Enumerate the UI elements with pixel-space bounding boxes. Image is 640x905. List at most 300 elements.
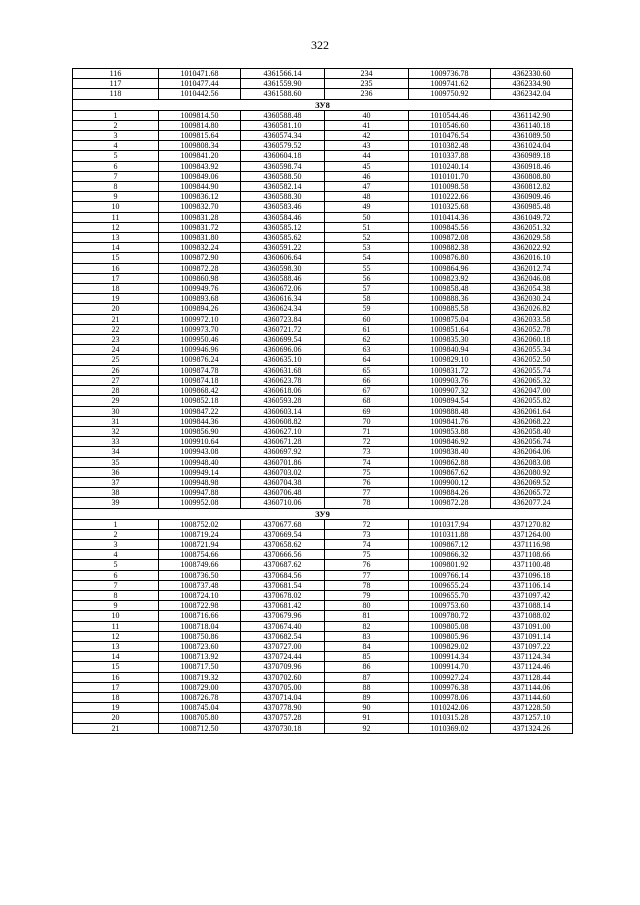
x-coordinate-cell: 1008718.04 (159, 621, 241, 631)
x-coordinate-cell: 1008752.02 (159, 519, 241, 529)
point-number-cell: 19 (73, 294, 159, 304)
x-coordinate-cell: 1009874.18 (159, 375, 241, 385)
table-row (73, 89, 573, 99)
table-row (73, 396, 573, 406)
point-number-cell: 116 (73, 69, 159, 79)
x-coordinate-cell: 1010546.60 (409, 120, 491, 130)
y-coordinate-cell: 4360918.46 (491, 161, 573, 171)
table-row (73, 345, 573, 355)
point-number-cell: 16 (73, 672, 159, 682)
table-row (73, 141, 573, 151)
x-coordinate-cell: 1009836.12 (159, 192, 241, 202)
point-number-cell: 12 (73, 631, 159, 641)
point-number-cell: 1 (73, 519, 159, 529)
x-coordinate-cell: 1010369.02 (409, 723, 491, 733)
y-coordinate-cell: 4361140.18 (491, 120, 573, 130)
y-coordinate-cell: 4362061.64 (491, 406, 573, 416)
x-coordinate-cell: 1008719.32 (159, 672, 241, 682)
point-number-cell: 3 (73, 539, 159, 549)
x-coordinate-cell: 1009815.64 (159, 131, 241, 141)
x-coordinate-cell: 1008749.66 (159, 560, 241, 570)
y-coordinate-cell: 4360703.02 (241, 467, 325, 477)
point-number-cell: 5 (73, 560, 159, 570)
table-row (73, 426, 573, 436)
x-coordinate-cell: 1009867.12 (409, 539, 491, 549)
x-coordinate-cell: 1009866.32 (409, 550, 491, 560)
point-number-cell: 43 (325, 141, 409, 151)
y-coordinate-cell: 4362342.04 (491, 89, 573, 99)
y-coordinate-cell: 4360582.14 (241, 182, 325, 192)
y-coordinate-cell: 4371128.44 (491, 672, 573, 682)
x-coordinate-cell: 1008729.00 (159, 682, 241, 692)
y-coordinate-cell: 4362051.32 (491, 222, 573, 232)
y-coordinate-cell: 4370702.60 (241, 672, 325, 682)
y-coordinate-cell: 4370705.00 (241, 682, 325, 692)
x-coordinate-cell: 1010222.66 (409, 192, 491, 202)
y-coordinate-cell: 4360706.48 (241, 488, 325, 498)
table-row (73, 386, 573, 396)
x-coordinate-cell: 1009894.26 (159, 304, 241, 314)
y-coordinate-cell: 4360579.52 (241, 141, 325, 151)
y-coordinate-cell: 4360604.18 (241, 151, 325, 161)
y-coordinate-cell: 4360588.48 (241, 110, 325, 120)
x-coordinate-cell: 1009766.14 (409, 570, 491, 580)
page-number: 322 (311, 38, 329, 52)
point-number-cell: 88 (325, 682, 409, 692)
y-coordinate-cell: 4362080.92 (491, 467, 573, 477)
x-coordinate-cell: 1010442.56 (159, 89, 241, 99)
y-coordinate-cell: 4370778.90 (241, 703, 325, 713)
x-coordinate-cell: 1009872.08 (409, 233, 491, 243)
x-coordinate-cell: 1009950.46 (159, 335, 241, 345)
y-coordinate-cell: 4360699.54 (241, 335, 325, 345)
y-coordinate-cell: 4360616.34 (241, 294, 325, 304)
x-coordinate-cell: 1009948.98 (159, 477, 241, 487)
y-coordinate-cell: 4362064.06 (491, 447, 573, 457)
y-coordinate-cell: 4361089.50 (491, 131, 573, 141)
point-number-cell: 27 (73, 375, 159, 385)
x-coordinate-cell: 1010315.28 (409, 713, 491, 723)
y-coordinate-cell: 4360585.12 (241, 222, 325, 232)
x-coordinate-cell: 1009856.90 (159, 426, 241, 436)
point-number-cell: 86 (325, 662, 409, 672)
x-coordinate-cell: 1008722.98 (159, 601, 241, 611)
point-number-cell: 117 (73, 79, 159, 89)
y-coordinate-cell: 4360697.92 (241, 447, 325, 457)
point-number-cell: 78 (325, 498, 409, 508)
y-coordinate-cell: 4360581.10 (241, 120, 325, 130)
x-coordinate-cell: 1009741.62 (409, 79, 491, 89)
table-row (73, 550, 573, 560)
x-coordinate-cell: 1010471.68 (159, 69, 241, 79)
x-coordinate-cell: 1009948.40 (159, 457, 241, 467)
point-number-cell: 14 (73, 243, 159, 253)
point-number-cell: 118 (73, 89, 159, 99)
y-coordinate-cell: 4360723.84 (241, 314, 325, 324)
table-row (73, 192, 573, 202)
point-number-cell: 65 (325, 365, 409, 375)
point-number-cell: 76 (325, 477, 409, 487)
y-coordinate-cell: 4371088.14 (491, 601, 573, 611)
point-number-cell: 62 (325, 335, 409, 345)
x-coordinate-cell: 1009845.56 (409, 222, 491, 232)
x-coordinate-cell: 1009814.50 (159, 110, 241, 120)
point-number-cell: 235 (325, 79, 409, 89)
y-coordinate-cell: 4362052.78 (491, 324, 573, 334)
y-coordinate-cell: 4362055.82 (491, 396, 573, 406)
x-coordinate-cell: 1009808.34 (159, 141, 241, 151)
point-number-cell: 52 (325, 233, 409, 243)
y-coordinate-cell: 4370709.96 (241, 662, 325, 672)
y-coordinate-cell: 4360593.28 (241, 396, 325, 406)
y-coordinate-cell: 4371144.06 (491, 682, 573, 692)
table-row (73, 79, 573, 89)
section-title: ЗУ8 (73, 99, 573, 110)
y-coordinate-cell: 4362065.32 (491, 375, 573, 385)
x-coordinate-cell: 1009858.48 (409, 284, 491, 294)
y-coordinate-cell: 4362060.18 (491, 335, 573, 345)
table-row (73, 243, 573, 253)
x-coordinate-cell: 1009835.30 (409, 335, 491, 345)
x-coordinate-cell: 1008754.66 (159, 550, 241, 560)
x-coordinate-cell: 1010317.94 (409, 519, 491, 529)
x-coordinate-cell: 1010414.36 (409, 212, 491, 222)
y-coordinate-cell: 4371270.82 (491, 519, 573, 529)
y-coordinate-cell: 4371144.60 (491, 692, 573, 702)
y-coordinate-cell: 4371106.14 (491, 580, 573, 590)
point-number-cell: 64 (325, 355, 409, 365)
point-number-cell: 74 (325, 457, 409, 467)
x-coordinate-cell: 1009831.72 (159, 222, 241, 232)
y-coordinate-cell: 4361588.60 (241, 89, 325, 99)
table-row (73, 202, 573, 212)
table-row (73, 692, 573, 702)
point-number-cell: 19 (73, 703, 159, 713)
point-number-cell: 75 (325, 550, 409, 560)
point-number-cell: 6 (73, 570, 159, 580)
point-number-cell: 72 (325, 519, 409, 529)
table-row (73, 375, 573, 385)
x-coordinate-cell: 1009914.70 (409, 662, 491, 672)
point-number-cell: 74 (325, 539, 409, 549)
table-row (73, 498, 573, 508)
y-coordinate-cell: 4360721.72 (241, 324, 325, 334)
x-coordinate-cell: 1009864.96 (409, 263, 491, 273)
table-row (73, 601, 573, 611)
point-number-cell: 10 (73, 202, 159, 212)
point-number-cell: 17 (73, 682, 159, 692)
point-number-cell: 32 (73, 426, 159, 436)
y-coordinate-cell: 4362016.10 (491, 253, 573, 263)
x-coordinate-cell: 1009867.62 (409, 467, 491, 477)
y-coordinate-cell: 4370757.28 (241, 713, 325, 723)
table-row (73, 406, 573, 416)
y-coordinate-cell: 4360588.50 (241, 171, 325, 181)
x-coordinate-cell: 1009831.80 (159, 233, 241, 243)
point-number-cell: 73 (325, 447, 409, 457)
table-row (73, 703, 573, 713)
point-number-cell: 33 (73, 437, 159, 447)
point-number-cell: 16 (73, 263, 159, 273)
point-number-cell: 63 (325, 345, 409, 355)
x-coordinate-cell: 1010240.14 (409, 161, 491, 171)
coordinates-table-body (73, 69, 573, 734)
table-row (73, 273, 573, 283)
point-number-cell: 14 (73, 652, 159, 662)
x-coordinate-cell: 1009907.32 (409, 386, 491, 396)
y-coordinate-cell: 4371100.48 (491, 560, 573, 570)
table-row (73, 437, 573, 447)
point-number-cell: 7 (73, 171, 159, 181)
x-coordinate-cell: 1009832.70 (159, 202, 241, 212)
x-coordinate-cell: 1009823.92 (409, 273, 491, 283)
y-coordinate-cell: 4371108.66 (491, 550, 573, 560)
y-coordinate-cell: 4371116.98 (491, 539, 573, 549)
y-coordinate-cell: 4362054.38 (491, 284, 573, 294)
y-coordinate-cell: 4362077.24 (491, 498, 573, 508)
y-coordinate-cell: 4360808.80 (491, 171, 573, 181)
y-coordinate-cell: 4360606.64 (241, 253, 325, 263)
x-coordinate-cell: 1008724.10 (159, 590, 241, 600)
point-number-cell: 70 (325, 416, 409, 426)
point-number-cell: 15 (73, 253, 159, 263)
table-row (73, 69, 573, 79)
point-number-cell: 234 (325, 69, 409, 79)
y-coordinate-cell: 4360909.46 (491, 192, 573, 202)
point-number-cell: 21 (73, 314, 159, 324)
point-number-cell: 20 (73, 713, 159, 723)
point-number-cell: 7 (73, 580, 159, 590)
point-number-cell: 85 (325, 652, 409, 662)
x-coordinate-cell: 1009875.04 (409, 314, 491, 324)
x-coordinate-cell: 1009862.88 (409, 457, 491, 467)
point-number-cell: 68 (325, 396, 409, 406)
y-coordinate-cell: 4370658.62 (241, 539, 325, 549)
x-coordinate-cell: 1009736.78 (409, 69, 491, 79)
point-number-cell: 12 (73, 222, 159, 232)
table-row (73, 672, 573, 682)
point-number-cell: 77 (325, 488, 409, 498)
x-coordinate-cell: 1009872.28 (159, 263, 241, 273)
y-coordinate-cell: 4360608.82 (241, 416, 325, 426)
x-coordinate-cell: 1009978.06 (409, 692, 491, 702)
x-coordinate-cell: 1009860.98 (159, 273, 241, 283)
table-row (73, 253, 573, 263)
point-number-cell: 34 (73, 447, 159, 457)
y-coordinate-cell: 4362046.08 (491, 273, 573, 283)
point-number-cell: 84 (325, 641, 409, 651)
y-coordinate-cell: 4360704.38 (241, 477, 325, 487)
point-number-cell: 40 (325, 110, 409, 120)
y-coordinate-cell: 4371257.10 (491, 713, 573, 723)
y-coordinate-cell: 4370684.56 (241, 570, 325, 580)
table-row (73, 488, 573, 498)
y-coordinate-cell: 4362068.22 (491, 416, 573, 426)
y-coordinate-cell: 4371097.42 (491, 590, 573, 600)
x-coordinate-cell: 1009888.36 (409, 294, 491, 304)
y-coordinate-cell: 4362026.82 (491, 304, 573, 314)
table-row (73, 580, 573, 590)
x-coordinate-cell: 1009852.18 (159, 396, 241, 406)
y-coordinate-cell: 4360812.82 (491, 182, 573, 192)
table-row (73, 212, 573, 222)
point-number-cell: 18 (73, 284, 159, 294)
y-coordinate-cell: 4362022.92 (491, 243, 573, 253)
point-number-cell: 29 (73, 396, 159, 406)
point-number-cell: 8 (73, 590, 159, 600)
point-number-cell: 54 (325, 253, 409, 263)
x-coordinate-cell: 1009888.48 (409, 406, 491, 416)
x-coordinate-cell: 1008716.66 (159, 611, 241, 621)
y-coordinate-cell: 4361024.04 (491, 141, 573, 151)
point-number-cell: 46 (325, 171, 409, 181)
y-coordinate-cell: 4370681.54 (241, 580, 325, 590)
point-number-cell: 11 (73, 621, 159, 631)
x-coordinate-cell: 1009976.38 (409, 682, 491, 692)
point-number-cell: 24 (73, 345, 159, 355)
x-coordinate-cell: 1009900.12 (409, 477, 491, 487)
y-coordinate-cell: 4362083.08 (491, 457, 573, 467)
x-coordinate-cell: 1008737.48 (159, 580, 241, 590)
point-number-cell: 55 (325, 263, 409, 273)
table-row (73, 519, 573, 529)
y-coordinate-cell: 4360696.06 (241, 345, 325, 355)
point-number-cell: 10 (73, 611, 159, 621)
x-coordinate-cell: 1009914.34 (409, 652, 491, 662)
point-number-cell: 41 (325, 120, 409, 130)
point-number-cell: 2 (73, 120, 159, 130)
y-coordinate-cell: 4370727.00 (241, 641, 325, 651)
point-number-cell: 61 (325, 324, 409, 334)
point-number-cell: 1 (73, 110, 159, 120)
point-number-cell: 39 (73, 498, 159, 508)
x-coordinate-cell: 1009973.70 (159, 324, 241, 334)
point-number-cell: 37 (73, 477, 159, 487)
point-number-cell: 80 (325, 601, 409, 611)
point-number-cell: 36 (73, 467, 159, 477)
table-row (73, 355, 573, 365)
table-row (73, 222, 573, 232)
point-number-cell: 89 (325, 692, 409, 702)
x-coordinate-cell: 1008723.60 (159, 641, 241, 651)
x-coordinate-cell: 1009846.92 (409, 437, 491, 447)
table-row (73, 682, 573, 692)
coordinates-table (72, 68, 573, 734)
y-coordinate-cell: 4362033.58 (491, 314, 573, 324)
x-coordinate-cell: 1008736.50 (159, 570, 241, 580)
y-coordinate-cell: 4360588.30 (241, 192, 325, 202)
point-number-cell: 82 (325, 621, 409, 631)
y-coordinate-cell: 4370677.68 (241, 519, 325, 529)
y-coordinate-cell: 4362030.24 (491, 294, 573, 304)
y-coordinate-cell: 4360618.06 (241, 386, 325, 396)
x-coordinate-cell: 1009750.92 (409, 89, 491, 99)
point-number-cell: 236 (325, 89, 409, 99)
x-coordinate-cell: 1008721.94 (159, 539, 241, 549)
x-coordinate-cell: 1009946.96 (159, 345, 241, 355)
table-row (73, 161, 573, 171)
y-coordinate-cell: 4371124.46 (491, 662, 573, 672)
x-coordinate-cell: 1009832.24 (159, 243, 241, 253)
x-coordinate-cell: 1009843.92 (159, 161, 241, 171)
y-coordinate-cell: 4361566.14 (241, 69, 325, 79)
x-coordinate-cell: 1009972.10 (159, 314, 241, 324)
y-coordinate-cell: 4370687.62 (241, 560, 325, 570)
section-header-row (73, 508, 573, 519)
y-coordinate-cell: 4370714.04 (241, 692, 325, 702)
point-number-cell: 67 (325, 386, 409, 396)
x-coordinate-cell: 1010242.06 (409, 703, 491, 713)
y-coordinate-cell: 4362334.90 (491, 79, 573, 89)
y-coordinate-cell: 4361142.90 (491, 110, 573, 120)
point-number-cell: 56 (325, 273, 409, 283)
y-coordinate-cell: 4370730.18 (241, 723, 325, 733)
y-coordinate-cell: 4361559.90 (241, 79, 325, 89)
table-row (73, 477, 573, 487)
point-number-cell: 5 (73, 151, 159, 161)
x-coordinate-cell: 1009872.90 (159, 253, 241, 263)
point-number-cell: 28 (73, 386, 159, 396)
x-coordinate-cell: 1009805.96 (409, 631, 491, 641)
y-coordinate-cell: 4362052.50 (491, 355, 573, 365)
x-coordinate-cell: 1009841.76 (409, 416, 491, 426)
table-row (73, 631, 573, 641)
y-coordinate-cell: 4360588.46 (241, 273, 325, 283)
point-number-cell: 42 (325, 131, 409, 141)
y-coordinate-cell: 4360635.10 (241, 355, 325, 365)
table-row (73, 314, 573, 324)
x-coordinate-cell: 1009814.80 (159, 120, 241, 130)
table-row (73, 467, 573, 477)
y-coordinate-cell: 4362055.74 (491, 365, 573, 375)
x-coordinate-cell: 1009943.08 (159, 447, 241, 457)
point-number-cell: 18 (73, 692, 159, 702)
point-number-cell: 17 (73, 273, 159, 283)
point-number-cell: 48 (325, 192, 409, 202)
table-row (73, 263, 573, 273)
table-row (73, 529, 573, 539)
point-number-cell: 47 (325, 182, 409, 192)
y-coordinate-cell: 4360598.74 (241, 161, 325, 171)
y-coordinate-cell: 4362047.00 (491, 386, 573, 396)
x-coordinate-cell: 1010544.46 (409, 110, 491, 120)
table-row (73, 560, 573, 570)
point-number-cell: 66 (325, 375, 409, 385)
table-row (73, 365, 573, 375)
table-row (73, 284, 573, 294)
point-number-cell: 26 (73, 365, 159, 375)
x-coordinate-cell: 1009882.38 (409, 243, 491, 253)
table-row (73, 457, 573, 467)
y-coordinate-cell: 4360985.48 (491, 202, 573, 212)
table-row (73, 233, 573, 243)
x-coordinate-cell: 1008726.78 (159, 692, 241, 702)
point-number-cell: 6 (73, 161, 159, 171)
point-number-cell: 15 (73, 662, 159, 672)
point-number-cell: 71 (325, 426, 409, 436)
y-coordinate-cell: 4360603.14 (241, 406, 325, 416)
y-coordinate-cell: 4371091.00 (491, 621, 573, 631)
y-coordinate-cell: 4360710.06 (241, 498, 325, 508)
x-coordinate-cell: 1009829.10 (409, 355, 491, 365)
point-number-cell: 9 (73, 601, 159, 611)
point-number-cell: 4 (73, 141, 159, 151)
x-coordinate-cell: 1009831.28 (159, 212, 241, 222)
x-coordinate-cell: 1009849.06 (159, 171, 241, 181)
point-number-cell: 53 (325, 243, 409, 253)
x-coordinate-cell: 1009894.54 (409, 396, 491, 406)
point-number-cell: 59 (325, 304, 409, 314)
